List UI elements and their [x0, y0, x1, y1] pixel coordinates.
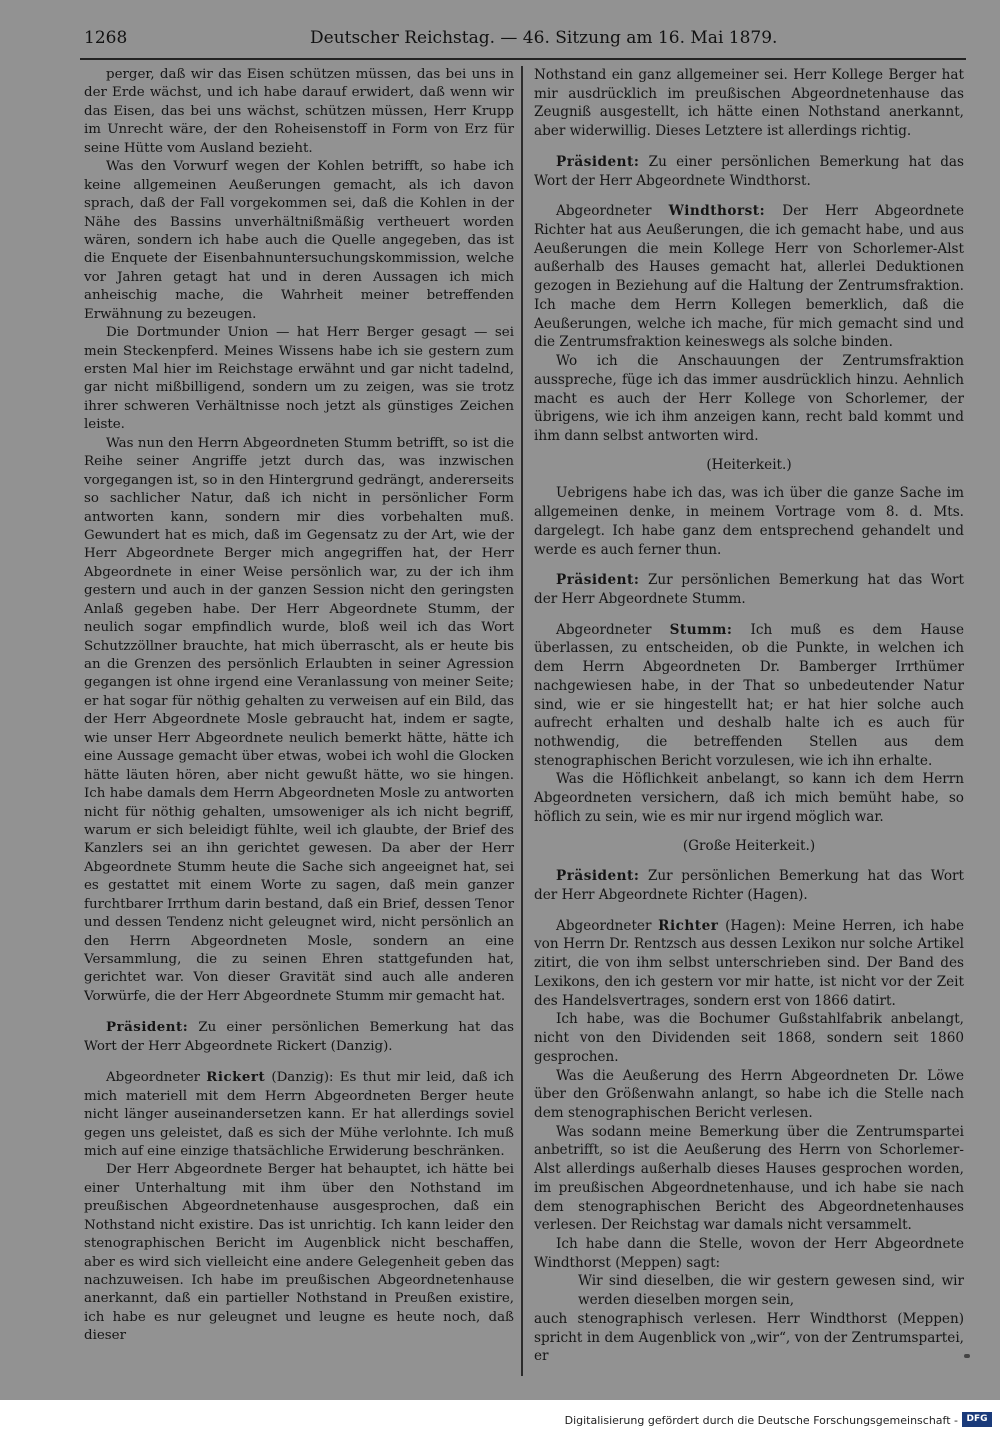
- president-remark: [84, 1018, 514, 1056]
- paragraph: Der Herr Abgeordnete Berger hat behauptet, ich hätte bei einer Unterhaltung mit ihm über den Nothstand im preußischen Abgeordnetenhause ausgesprochen, daß ein Nothstand nicht existire. Das ist unrichtig. Ich kann leider den stenographischen Bericht im Augenblick nicht beschaffen, aber es wird sich vielleicht eine andere Gelegenheit geben das nachzuweisen. Ich habe im preußischen Abgeordnetenhause anerkannt, daß ein partieller Nothstand in Preußen existire, ich habe es nur geleugnet und leugne es heute noch, daß dieser: [84, 1162, 514, 1344]
- header-rule: [80, 58, 966, 60]
- paragraph: Was den Vorwurf wegen der Kohlen betrifft, so habe ich keine allgemeinen Aeußerungen gemacht, als ich davon sprach, daß der Fall vorgekommen sei, daß die Kohlen in der Nähe des Bassins unverhältnißmäßig vertheuert worden wären, sondern ich habe auch die Quelle angegeben, das ist die Enquete der Eisenbahnuntersuchungskommission, welche vor Jahren getagt hat und in deren Aussagen ich mich anheischig mache, die Wahrheit meiner betreffenden Erwähnung zu bezeugen.: [84, 159, 514, 322]
- speaker-name: Windthorst:: [668, 203, 766, 220]
- president-remark: [534, 571, 964, 608]
- speech-text: Zu einer persönlichen Bemerkung hat das Wort der Herr Abgeordnete Windthorst.: [534, 153, 964, 189]
- speech-text: (Hagen): Meine Herren, ich habe von Herrn Dr. Rentzsch aus dessen Lexikon nur solche Artikel zitirt, die von ihm selbst unterschrieben sind. Der Band des Lexikons, den ich gestern vor mir hatte, ist nicht vor der Zeit des Handelsvertrages, sondern erst von 1866 datirt.: [534, 917, 965, 1009]
- paragraph: Was sodann meine Bemerkung über die Zentrumspartei anbetrifft, so ist die Aeußerung des Herrn von Schorlemer-Alst allerdings außerhalb dieses Hauses gesprochen worden, im preußischen Abgeordnetenhause, und ich habe sie nach dem stenographischen Bericht des Abgeordnetenhauses verlesen. Der Reichstag war damals nicht versammelt.: [534, 1123, 964, 1234]
- column-divider: [521, 66, 523, 1376]
- running-header: [84, 28, 964, 54]
- paragraph: auch stenographisch verlesen. Herr Windthorst (Meppen) spricht in dem Augenblick von „wir“, von der Zentrumspartei, er: [534, 1310, 964, 1365]
- running-title: Deutscher Reichstag. — 46. Sitzung am 16. Mai 1879.: [310, 28, 778, 48]
- speaker-role: Abgeordneter: [556, 917, 659, 934]
- page-number: 1268: [84, 28, 128, 48]
- paragraph: Wo ich die Anschauungen der Zentrumsfraktion ausspreche, füge ich das immer ausdrücklich hinzu. Aehnlich macht es auch der Herr Kollege von Schorlemer, der übrigens, wie ich ihm anzeigen kann, recht bald kommt und ihm dann selbst antworten wird.: [534, 353, 964, 444]
- speaker-name: Stumm:: [669, 621, 733, 638]
- paragraph: Ich habe, was die Bochumer Gußstahlfabrik anbelangt, nicht von den Dividenden seit 1868, sondern seit 1860 gesprochen.: [534, 1011, 964, 1065]
- speech-text: Ich muß es dem Hause überlassen, zu entscheiden, ob die Punkte, in welchen ich dem Herrn Abgeordneten Dr. Bamberger Irrthümer nachgewiesen habe, in der That so unbedeutender Natur sind, wie er sie hingestellt hat; er hat hier solche auch aufrecht erhalten und deshalb halte ich es auch für nothwendig, die betreffenden Stellen aus dem stenographischen Bericht vorzulesen, wie ich ihn erhalte.: [534, 621, 964, 769]
- dfg-logo: DFG: [962, 1412, 992, 1427]
- speaker-name: Präsident:: [556, 153, 640, 170]
- quotation: Wir sind dieselben, die wir gestern gewesen sind, wir werden dieselben morgen sein,: [578, 1273, 964, 1309]
- speech-opening: [534, 621, 964, 771]
- funding-note: Digitalisierung gefördert durch die Deutsche Forschungsgemeinschaft -: [564, 1414, 958, 1427]
- speech-opening: [84, 1068, 514, 1161]
- paragraph: Was nun den Herrn Abgeordneten Stumm betrifft, so ist die Reihe seiner Angriffe jetzt durch das, was inzwischen vorgegangen ist, so in den Hintergrund gedrängt, andererseits so sachlicher Natur, daß ich nicht in persönlicher Form antworten kann, sondern mir dies vorbehalten muß. Gewundert hat es mich, daß im Gegensatz zu der Art, wie der Herr Abgeordnete Berger mich angegriffen hat, der Herr Abgeordnete in einer Weise persönlich war, zu der ich ihm gestern und auch in der ganzen Session nicht den geringsten Anlaß gegeben habe. Der Herr Abgeordnete Stumm, der neulich sogar empfindlich wurde, bloß weil ich das Wort Schutzzöllner brauchte, hat mich überrascht, als er heute bis an die Grenzen des persönlich Erlaubten in seiner Agression gegangen ist ohne irgend eine Veranlassung von meiner Seite; er hat sogar für nöthig gehalten zu verweisen auf ein Bild, das der Herr Abgeordnete Mosle gebraucht hat, indem er sagte, wie unser Herr Abgeordnete neulich bemerkt hätte, hätte ich eine Aussage gemacht über etwas, wobei ich wohl die Glocken hätte läuten hören, aber nicht gewußt hätte, wo sie hingen. Ich habe damals dem Herrn Abgeordneten Mosle zu antworten nicht für nöthig gehalten, umsoweniger als ich nicht begriff, warum er sich beleidigt fühlte, weil ich glaubte, der Brief des Kanzlers sei an ihn gerichtet gewesen. Da aber der Herr Abgeordnete Stumm heute die Sache sich angeeignet hat, sei es gestattet mit einem Worte zu sagen, daß mein ganzer furchtbarer Irrthum darin bestand, daß ein Brief, dessen Tenor und dessen Tendenz nicht geleugnet wird, nicht persönlich an den Herrn Abgeordneten Mosle, sondern an eine Versammlung, die zu seinen Ehren stattgefunden hat, gerichtet war. Von dieser Gravität sind auch alle anderen Vorwürfe, die der Herr Abgeordnete Stumm mir gemacht hat.: [84, 435, 514, 1004]
- speaker-name: Präsident:: [556, 868, 640, 885]
- paragraph: Uebrigens habe ich das, was ich über die ganze Sache im allgemeinen denke, in meinem Vortrage vom 8. d. Mts. dargelegt. Ich habe ganz dem entsprechend gehandelt und werde es auch ferner thun.: [534, 485, 964, 558]
- footer: [0, 1400, 1000, 1432]
- speaker-role: Abgeordneter: [556, 203, 669, 220]
- speaker-name: Präsident:: [556, 572, 640, 589]
- paragraph: perger, daß wir das Eisen schützen müssen, das bei uns in der Erde wächst, und ich habe darauf erwidert, daß wenn wir das Eisen, das bei uns wächst, schützen müssen, Herr Krupp im Unrecht wäre, der den Roheisenstoff in Form von Erz für seine Hütte vom Ausland bezieht.: [84, 67, 514, 156]
- president-remark: [534, 153, 964, 190]
- speaker-name: Rickert: [206, 1069, 266, 1086]
- scan-speck: [964, 1354, 970, 1358]
- paragraph: Was die Höflichkeit anbelangt, so kann ich dem Herrn Abgeordneten versichern, daß ich mich bemüht habe, so höflich zu sein, wie es mir nur irgend möglich war.: [534, 771, 964, 825]
- speech-text: (Danzig): Es thut mir leid, daß ich mich materiell mit dem Herrn Abgeordneten Berger heute nicht länger auseinandersetzen kann. Er hat allerdings soviel gegen uns geleistet, daß es sich der Mühe verlohnte. Ich muß mich auf eine einzige thatsächliche Erwiderung beschränken.: [84, 1070, 514, 1159]
- speaker-name: Präsident:: [106, 1019, 189, 1036]
- speech-text: Zur persönlichen Bemerkung hat das Wort der Herr Abgeordnete Stumm.: [534, 572, 964, 607]
- speaker-role: Abgeordneter: [106, 1070, 207, 1086]
- president-remark: [534, 867, 964, 904]
- speech-opening: [534, 202, 964, 352]
- paragraph: Was die Aeußerung des Herrn Abgeordneten Dr. Löwe über den Größenwahn anlangt, so habe ich die Stelle nach dem stenographischen Bericht verlesen.: [534, 1067, 964, 1121]
- speech-text: Der Herr Abgeordnete Richter hat aus Aeußerungen, die ich gemacht habe, und aus Aeußerungen die mein Kollege Herr von Schorlemer-Alst außerhalb des Hauses gemacht hat, allerlei Deduktionen gezogen in Beziehung auf die Haltung der Zentrumsfraktion. Ich mache dem Herrn Kollegen bemerklich, daß die Aeußerungen, welche ich mache, für mich gemacht sind und die Zentrumsfraktion keineswegs als solche binden.: [534, 203, 964, 351]
- speech-opening: [534, 917, 964, 1011]
- stage-direction: (Heiterkeit.): [706, 456, 792, 473]
- speaker-name: Richter: [658, 917, 719, 934]
- right-column: [534, 66, 964, 1366]
- stage-direction: (Große Heiterkeit.): [682, 837, 816, 854]
- speech-text: Zu einer persönlichen Bemerkung hat das Wort der Herr Abgeordnete Rickert (Danzig).: [84, 1020, 514, 1054]
- speaker-role: Abgeordneter: [556, 621, 670, 638]
- paragraph: Ich habe dann die Stelle, wovon der Herr Abgeordnete Windthorst (Meppen) sagt:: [534, 1235, 964, 1271]
- paragraph: Die Dortmunder Union — hat Herr Berger gesagt — sei mein Steckenpferd. Meines Wissens habe ich sie gestern zum ersten Mal hier im Reichstage erwähnt und gar nicht tadelnd, gar nicht mißbilligend, sondern um zu zeigen, was sie trotz ihrer schweren Verhältnisse noch jetzt als günstiges Zeichen leiste.: [84, 325, 514, 433]
- speech-text: Zur persönlichen Bemerkung hat das Wort der Herr Abgeordnete Richter (Hagen).: [534, 868, 964, 904]
- paragraph: Nothstand ein ganz allgemeiner sei. Herr Kollege Berger hat mir ausdrücklich im preußischen Abgeordnetenhause das Zeugniß ausgestellt, ich hätte einen Nothstand anerkannt, aber widerwillig. Dieses Letztere ist allerdings richtig.: [534, 67, 964, 140]
- left-column: [84, 66, 514, 1346]
